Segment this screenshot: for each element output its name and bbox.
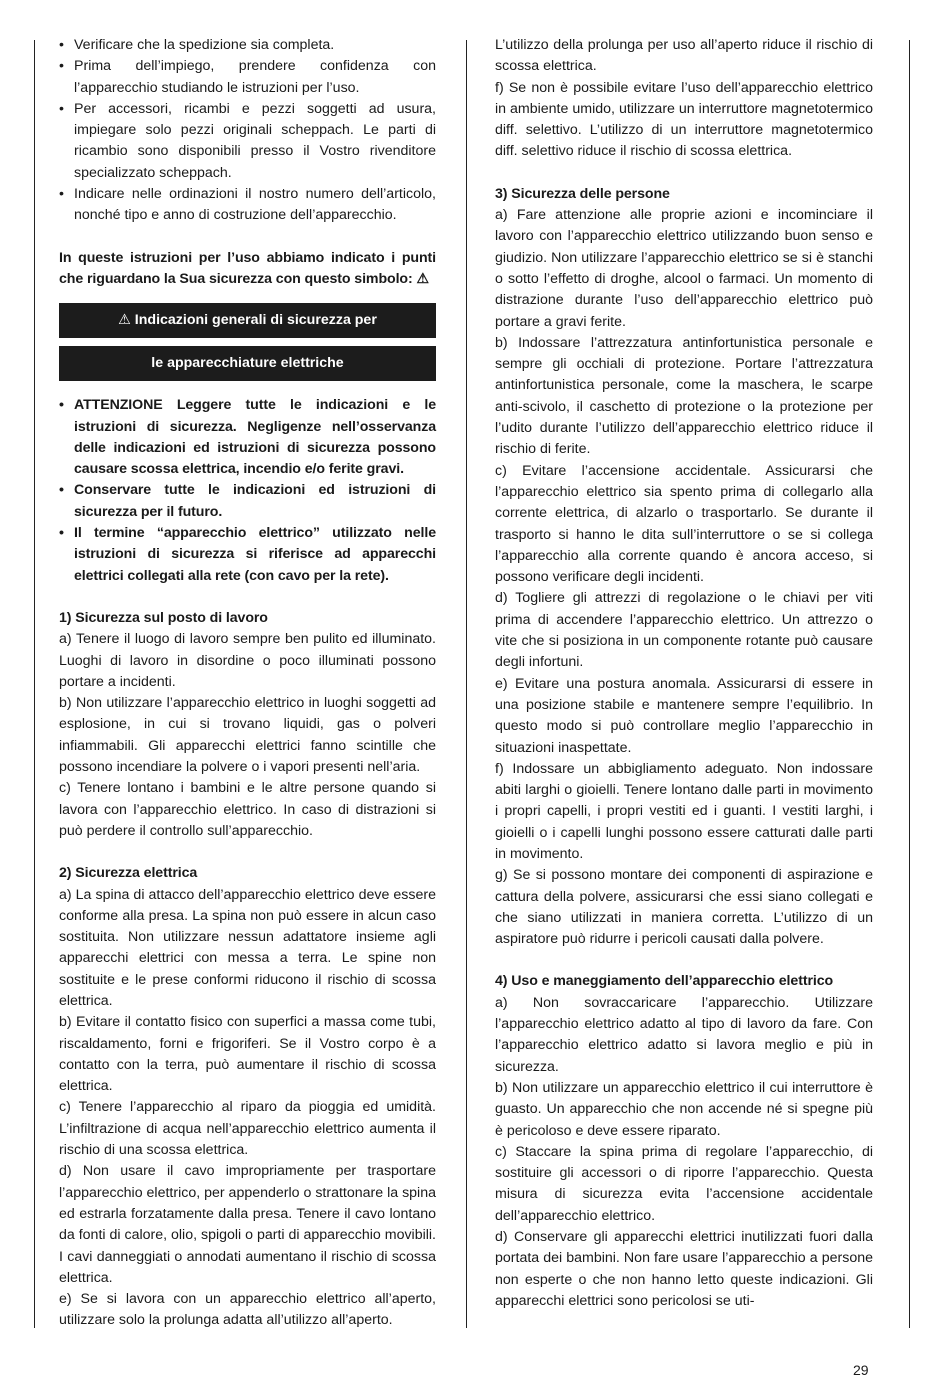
safety-banner-line-2: le apparecchiature elettriche (59, 346, 436, 381)
spacer (59, 227, 436, 248)
intro-bullet-list (59, 35, 436, 227)
spacer (59, 587, 436, 608)
intro-bullet: • Indicare nelle ordinazioni il nostro numero dell’articolo, nonché tipo e anno di costruzione dell’apparecchio. (59, 184, 436, 227)
section-heading: 4) Uso e maneggiamento dell’apparecchio elettrico (495, 973, 834, 990)
left-margin-rule (34, 40, 35, 1328)
section-heading: 2) Sicurezza elettrica (59, 865, 198, 882)
section-paragraph: e) Evitare una postura anomala. Assicurarsi di essere in una posizione stabile e mantenere sempre l’equilibrio. In questo modo si può controllare meglio l’apparecchio in situazioni inaspettate. (495, 675, 873, 756)
section-paragraph: b) Indossare l’attrezzatura antinfortunistica personale e sempre gli occhiali di protezione. Portare l’attrezzatura antinfortunistica personale, come la maschera, le scarpe anti-scivolo, il caschetto di protezione o la protezione per l’udito durante l’utilizzo dell’apparecchio elettrico riduce il rischio di ferite. (495, 334, 873, 458)
warning-bullet: • Il termine “apparecchio elettrico” utilizzato nelle istruzioni di sicurezza si riferisce ad apparecchi elettrici collegati alla rete (con cavo per la rete). (59, 523, 436, 587)
spacer (59, 842, 436, 863)
spacer (495, 163, 873, 184)
section-paragraph: a) Tenere il luogo di lavoro sempre ben pulito ed illuminato. Luoghi di lavoro in disordine o poco illuminati possono portare a incidenti. (59, 631, 436, 690)
section-paragraph: b) Evitare il contatto fisico con superfici a massa come tubi, riscaldamento, forni e frigoriferi. Se il Vostro corpo è a contatto con la terra, può aumentare il rischio di scossa elettrica. (59, 1014, 436, 1095)
section-paragraph: c) Staccare la spina prima di regolare l’apparecchio, di sostituire gli accessori o di riporre l’apparecchio. Questa misura di sicurezza evita l’accensione accidentale dell’apparecchio elettrico. (495, 1143, 873, 1224)
section-paragraph: d) Togliere gli attrezzi di regolazione o le chiavi per viti prima di accendere l’apparecchio elettrico. Un attrezzo o vite che si posiziona in un componente rotante può causare degli infortuni. (495, 590, 873, 671)
left-column (59, 35, 436, 1332)
section-paragraph: c) Tenere lontano i bambini e le altre persone quando si lavora con l’apparecchio elettrico. In caso di distrazioni si può perdere il controllo sull’apparecchio. (59, 780, 436, 839)
safety-symbol-note: In queste istruzioni per l’uso abbiamo indicato i punti che riguardano la Sua sicurezza con questo simbolo: ⚠ (59, 249, 436, 287)
section-paragraph: a) La spina di attacco dell’apparecchio elettrico deve essere conforme alla presa. La spina non può essere in alcun caso sostituita. Non utilizzare nessun adattatore insieme agli apparecchi elettrici con messa a terra. Le spine non sostituite e le prese conformi riducono il rischio di scossa elettrica. (59, 886, 436, 1009)
warning-bullet-list (59, 395, 436, 587)
column-divider (466, 40, 467, 1328)
section-paragraph: b) Non utilizzare un apparecchio elettrico il cui interruttore è guasto. Un apparecchio che non accende né si spegne più è pericoloso e deve essere riparato. (495, 1079, 873, 1139)
section-paragraph: a) Non sovraccaricare l’apparecchio. Utilizzare l’apparecchio elettrico adatto al tipo di lavoro da fare. Con l’apparecchio elettrico adatto si lavora meglio e più in sicurezza. (495, 994, 873, 1075)
section-paragraph: d) Conservare gli apparecchi elettrici inutilizzati fuori dalla portata dei bambini. Non fare usare l’apparecchio a persone non esperte o che non hanno letto queste indicazioni. Gli apparecchi elettrici sono pericolosi se uti- (495, 1229, 873, 1309)
spacer (495, 950, 873, 971)
section-paragraph: d) Non usare il cavo impropriamente per trasportare l’apparecchio elettrico, per appenderlo o strattonare la spina ed estrarla forzatamente dalla presa. Tenere il cavo lontano da fonti di calore, olio, spigoli o parti di apparecchio movibili. I cavi danneggiati o annodati aumentano il rischio di scossa elettrica. (59, 1163, 436, 1286)
section-paragraph: c) Evitare l’accensione accidentale. Assicurarsi che l’apparecchio elettrico sia spento prima di collegarlo alla corrente elettrica, di alzarlo o trasportarlo. Se durante il trasporto si hanno le dita sull’interruttore o se si collega l’apparecchio alla corrente quando è ancora acceso, si possono verificare degli incidenti. (495, 462, 873, 586)
page-number: 29 (853, 1362, 869, 1378)
safety-banner-line-1: ⚠ Indicazioni generali di sicurezza per (59, 303, 436, 338)
section-paragraph: f) Indossare un abbigliamento adeguato. Non indossare abiti larghi o gioielli. Tenere lontano dalle parti in movimento i propri capelli, i propri vestiti ed i guanti. I vestiti larghi, i gioielli o i capelli lunghi possono essere catturati dalle parti in movimento. (495, 760, 873, 862)
section-heading: 1) Sicurezza sul posto di lavoro (59, 609, 268, 626)
section-paragraph: e) Se si lavora con un apparecchio elettrico all’aperto, utilizzare solo la prolunga adatta all’utilizzo all’aperto. (59, 1291, 436, 1329)
intro-bullet: • Prima dell’impiego, prendere confidenza con l’apparecchio studiando le istruzioni per l’uso. (59, 56, 436, 99)
section-paragraph: a) Fare attenzione alle proprie azioni e incominciare il lavoro con l’apparecchio elettrico utilizzando buon senso e giudizio. Non utilizzare l’apparecchio elettrico se si è stanchi o sotto l’effetto di droghe, alcool o farmaci. Un momento di distrazione durante l’uso dell’apparecchio elettrico può portare a gravi ferite. (495, 207, 873, 330)
section-paragraph: L’utilizzo della prolunga per uso all’aperto riduce il rischio di scossa elettrica. (495, 37, 873, 75)
right-margin-rule (909, 40, 910, 1328)
intro-bullet: • Verificare che la spedizione sia completa. (59, 35, 436, 56)
warning-bullet: • Conservare tutte le indicazioni ed istruzioni di sicurezza per il futuro. (59, 480, 436, 523)
section-paragraph: b) Non utilizzare l’apparecchio elettrico in luoghi soggetti ad esplosione, in cui si trovano liquidi, gas o polveri infiammabili. Gli apparecchi elettrici fanno scintille che possono incendiare la polvere o i vapori presenti nell’aria. (59, 695, 436, 776)
section-heading: 3) Sicurezza delle persone (495, 185, 670, 202)
right-column (495, 35, 873, 1312)
section-paragraph: c) Tenere l’apparecchio al riparo da pioggia ed umidità. L’infiltrazione di acqua nell’apparecchio elettrico aumenta il rischio di una scossa elettrica. (59, 1099, 436, 1159)
section-paragraph: g) Se si possono montare dei componenti di aspirazione e cattura della polvere, assicurarsi che essi siano collegati e che siano utilizzati in maniera corretta. L’utilizzo di un aspiratore può ridurre i pericoli causati dalla polvere. (495, 867, 873, 948)
intro-bullet: • Per accessori, ricambi e pezzi soggetti ad usura, impiegare solo pezzi originali scheppach. Le parti di ricambio sono disponibili presso il Vostro rivenditore specializzato scheppach. (59, 99, 436, 184)
section-paragraph: f) Se non è possibile evitare l’uso dell’apparecchio elettrico in ambiente umido, utilizzare un interruttore magnetotermico diff. selettivo. L’utilizzo di un interruttore magnetotermico diff. selettivo riduce il rischio di scossa elettrica. (495, 79, 873, 160)
warning-bullet: • ATTENZIONE Leggere tutte le indicazioni e le istruzioni di sicurezza. Negligenze nell’osservanza delle indicazioni ed istruzioni di sicurezza possono causare scossa elettrica, incendio e/o ferite gravi. (59, 395, 436, 480)
